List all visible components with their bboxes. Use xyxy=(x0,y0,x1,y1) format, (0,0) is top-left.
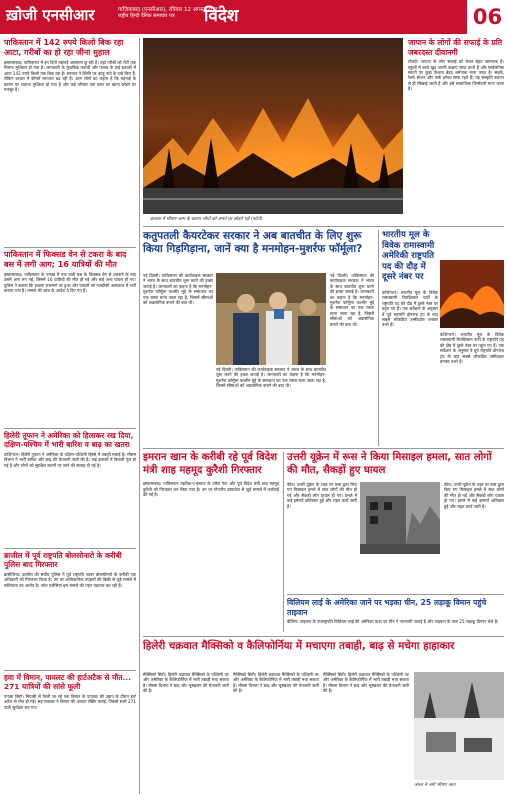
story-body: इस्लामाबाद। पाकिस्तान तहरीक-ए-इंसाफ के वरिष्ठ नेता और पूर्व विदेश मंत्री शाह महमूद कुरैशी को गिरफ्तार कर लिया गया है। उन पर गोपनीय दस्तावेज से जुड़े मामले में कार्रवाई की गई है। xyxy=(143,481,279,497)
headline: इमरान खान के करीबी रहे पूर्व विदेश मंत्री शाह महमूद कुरैशी गिरफ्तार xyxy=(143,452,278,476)
headline: हिलेरी चक्रवात मैक्सिको व कैलिफोर्निया में मचाएगा तबाही, बाढ़ से मचेगा हाहाकार xyxy=(143,640,455,652)
headline: विलियम लाई के अमेरिका जाने पर भड़का चीन, 25 लड़ाकू विमान पहुंचे ताइवान xyxy=(287,598,487,617)
tagline: राष्ट्रीय हिन्दी दैनिक समाचार पत्र xyxy=(118,13,175,19)
headline: पाकिस्तान में फिक्सड वेन से टकरा के बाद बस में लगी आग; 16 यात्रियों की मौत xyxy=(4,250,127,269)
headline: उत्तरी यूक्रेन में रूस ने किया मिसाइल हमला, सात लोगों की मौत, सैकड़ों हुए घायल xyxy=(287,452,492,476)
story-pakistan-talks-body2: नई दिल्ली। पाकिस्तान की कार्यवाहक सरकार ने भारत के साथ बातचीत शुरू करने की इच्छा जताई है। जानकारों का कहना है कि मनमोहन-मुशर्रफ फॉर्मूला कश्मीर मुद्दे के समाधान का एक रास्ता माना जाता रहा है, जिसमें सीमाओं को अप्रासंगिक बनाने की बात थी। xyxy=(216,367,326,389)
storm-caption: जंगल में लगी भीषण आग xyxy=(414,783,456,788)
story-body: वाशिंगटन। हिलेरी तूफान ने अमेरिका के दक्षिण-पश्चिमी हिस्से में तबाही मचाई है। मौसम विभाग ने भारी बारिश और बाढ़ की चेतावनी जारी की है। कई इलाकों में बिजली गुल हो गई है और लोगों को सुरक्षित स्थानों पर जाने की सलाह दी गई है। xyxy=(4,451,136,468)
story-hilary-body3: मैक्सिको सिटी। हिलेरी चक्रवात मैक्सिको के पश्चिमी तट और अमेरिका के कैलिफोर्निया में भारी तबाही मचा सकता है। मौसम विभाग ने बाढ़ और भूस्खलन की चेतावनी जारी की है। xyxy=(323,672,409,694)
story-pilot xyxy=(4,673,136,792)
story-bus-fire xyxy=(4,250,136,402)
newspaper-brand: ख़ोजी एनसीआर xyxy=(6,6,95,24)
wildfire-photo xyxy=(143,38,403,214)
headline: कतुपतली कैयरटेकर सरकार ने अब बातचीत के लिए शुरू किया गिड़गिड़ाना, जानें क्या है मनमोहन-मुशर्रफ फॉर्मूला? xyxy=(143,230,363,255)
story-ukraine-body2: कीव। उत्तरी यूक्रेन के शहर पर रूस द्वारा किए गए मिसाइल हमले में सात लोगों की मौत हो गई और सैकड़ों लोग घायल हो गए। हमले में कई इमारतें क्षतिग्रस्त हुईं और राहत कार्य जारी है। xyxy=(444,482,504,509)
story-ukraine-body: कीव। उत्तरी यूक्रेन के शहर पर रूस द्वारा किए गए मिसाइल हमले में सात लोगों की मौत हो गई और सैकड़ों लोग घायल हो गए। हमले में कई इमारतें क्षतिग्रस्त हुईं और राहत कार्य जारी है। xyxy=(287,482,357,509)
story-qureshi xyxy=(143,452,279,593)
story-ukraine xyxy=(287,452,504,477)
headline: हवा में विमान, पायलट की हार्टअटैक से मौत... 271 यात्रियों की सांसे फूली xyxy=(4,673,131,692)
fire-thumbnail-illustration xyxy=(440,260,504,328)
story-body: इस्लामाबाद। पाकिस्तान में इन दिनों महंगाई आसमान छू रही है। यहां गरीबों को रोटी तक मिलना मुश्किल हो गया है। जानकारी के मुताबिक कराची और पंजाब के कई इलाकों में आटा 142 रुपये किलो तक बिक रहा है। सरकार ने स्थिति पर काबू पाने के दावे किए हैं, लेकिन बाजार में कीमतें लगातार बढ़ रही हैं। आम लोगों का कहना है कि महंगाई के कारण घर चलाना मुश्किल हो गया है और कई परिवार एक वक्त का खाना छोड़ने पर मजबूर हैं। xyxy=(4,60,136,93)
story-body: पनामा सिटी। मियामी से चिली जा रहे एक विमान के पायलट की उड़ान के दौरान हार्ट अटैक से मौत हो गई। सह-पायलट ने विमान की आपात लैंडिंग कराई, जिससे सभी 271 यात्री सुरक्षित बच गए। xyxy=(4,693,136,710)
photo-caption: कनाडा में भीषण आग के कारण लोगों को अपने घर छोड़ने पड़े (फोटो) xyxy=(150,217,263,222)
forest-fire-thumbnail xyxy=(440,260,504,328)
story-body: बीजिंग। ताइवान के उपराष्ट्रपति विलियम लाई की अमेरिका यात्रा पर चीन ने नाराजगी जताई है और ताइवान के पास 25 लड़ाकू विमान भेजे हैं। xyxy=(287,619,499,625)
story-hilary-body2: मैक्सिको सिटी। हिलेरी चक्रवात मैक्सिको के पश्चिमी तट और अमेरिका के कैलिफोर्निया में भारी तबाही मचा सकता है। मौसम विभाग ने बाढ़ और भूस्खलन की चेतावनी जारी की है। xyxy=(233,672,319,694)
ukraine-photo xyxy=(360,482,440,554)
headline: ब्राजील में पूर्व राष्ट्रपति बोलसोनारो के करीबी पुलिस बाद गिरफ्तार xyxy=(4,551,122,570)
story-hilary-storm xyxy=(4,431,136,540)
page-number: 06 xyxy=(464,0,508,34)
headline: जापान के लोगों की सफाई के प्रति जबरदस्त दीवानगी xyxy=(408,38,503,57)
meeting-photo xyxy=(216,273,326,365)
headline: भारतीय मूल के विवेक रामास्वामी अमेरिकी राष्ट्रपति पद की दौड़ में दूसरे नंबर पर xyxy=(382,230,435,283)
dateline: गाज़ियाबाद (एनसीआर), रविवार 12 अगस्त 2023 xyxy=(118,7,222,13)
meeting-illustration xyxy=(216,273,326,365)
masthead xyxy=(0,0,508,34)
story-hilary-body: मैक्सिको सिटी। हिलेरी चक्रवात मैक्सिको के पश्चिमी तट और अमेरिका के कैलिफोर्निया में भारी तबाही मचा सकता है। मौसम विभाग ने बाढ़ और भूस्खलन की चेतावनी जारी की है। xyxy=(143,672,229,694)
wildfire-illustration xyxy=(143,38,403,214)
story-vivek-body2: वाशिंगटन। भारतीय मूल के विवेक रामास्वामी रिपब्लिकन पार्टी के राष्ट्रपति पद की दौड़ में दूसरे नंबर पर पहुंच गए हैं। एक सर्वेक्षण के अनुसार वे पूर्व राष्ट्रपति डोनाल्ड ट्रंप के बाद सबसे लोकप्रिय उम्मीदवार बनकर उभरे हैं। xyxy=(440,332,504,365)
headline: हिलेरी तूफान ने अमेरिका को हिलाकर रख दिया, दक्षिण-पश्चिम में भारी बारिश व बाढ़ का खतरा xyxy=(4,431,134,450)
storm-photo xyxy=(414,672,504,780)
story-atta-price xyxy=(4,38,136,180)
headline: पाकिस्तान में 142 रुपये किलो बिक रहा आटा, गरीबों का हो रहा जीना मुहाल xyxy=(4,38,124,57)
story-body: इस्लामाबाद। पाकिस्तान के पंजाब में एक यात्री बस के फिक्सड वेन से टकराने के बाद उसमें आग लग गई, जिसमें 16 यात्रियों की मौत हो गई और कई अन्य घायल हो गए। पुलिस ने बताया कि हादसा राजमार्ग पर हुआ और घायलों को नजदीकी अस्पताल में भर्ती कराया गया है। मामले की जांच के आदेश दे दिए गए हैं। xyxy=(4,272,136,294)
story-body: टोक्यो। जापान के लोग सफाई को लेकर बेहद जागरूक हैं। स्कूलों में बच्चे खुद अपनी कक्षाएं साफ करते हैं और सार्वजनिक स्थानों पर कूड़ा फेंकना बेहद शर्मनाक माना जाता है। सड़कें, रेलवे स्टेशन और पार्क हमेशा साफ रहते हैं। यह संस्कृति बचपन से ही सिखाई जाती है और इसे सामाजिक जिम्मेदारी माना जाता है। xyxy=(408,59,504,92)
destroyed-building-illustration xyxy=(360,482,440,554)
story-vivek-body: वाशिंगटन। भारतीय मूल के विवेक रामास्वामी रिपब्लिकन पार्टी के राष्ट्रपति पद की दौड़ में दूसरे नंबर पर पहुंच गए हैं। एक सर्वेक्षण के अनुसार वे पूर्व राष्ट्रपति डोनाल्ड ट्रंप के बाद सबसे लोकप्रिय उम्मीदवार बनकर उभरे हैं। xyxy=(382,290,438,328)
story-hilary-mexico xyxy=(143,640,504,653)
story-taiwan xyxy=(287,598,504,641)
story-body: ब्रासीलिया। ब्राजील की संघीय पुलिस ने पूर्व राष्ट्रपति जायर बोलसोनारो के करीबी एक अधिकारी को गिरफ्तार किया है। उन पर आधिकारिक उपहारों की बिक्री से जुड़े मामले में संलिप्तता का आरोप है। जांच एजेंसियां इस मामले की गहन पड़ताल कर रही हैं। xyxy=(4,571,136,588)
story-pakistan-talks-body3: नई दिल्ली। पाकिस्तान की कार्यवाहक सरकार ने भारत के साथ बातचीत शुरू करने की इच्छा जताई है। जानकारों का कहना है कि मनमोहन-मुशर्रफ फॉर्मूला कश्मीर मुद्दे के समाधान का एक रास्ता माना जाता रहा है, जिसमें सीमाओं को अप्रासंगिक बनाने की बात थी। xyxy=(330,273,374,327)
storm-illustration xyxy=(414,672,504,780)
story-vivek xyxy=(382,230,438,283)
story-pakistan-talks-body: नई दिल्ली। पाकिस्तान की कार्यवाहक सरकार ने भारत के साथ बातचीत शुरू करने की इच्छा जताई है। जानकारों का कहना है कि मनमोहन-मुशर्रफ फॉर्मूला कश्मीर मुद्दे के समाधान का एक रास्ता माना जाता रहा है, जिसमें सीमाओं को अप्रासंगिक बनाने की बात थी। xyxy=(143,273,213,306)
story-pakistan-talks xyxy=(143,230,373,256)
section-title: विदेश xyxy=(204,6,239,26)
story-brazil xyxy=(4,551,136,662)
